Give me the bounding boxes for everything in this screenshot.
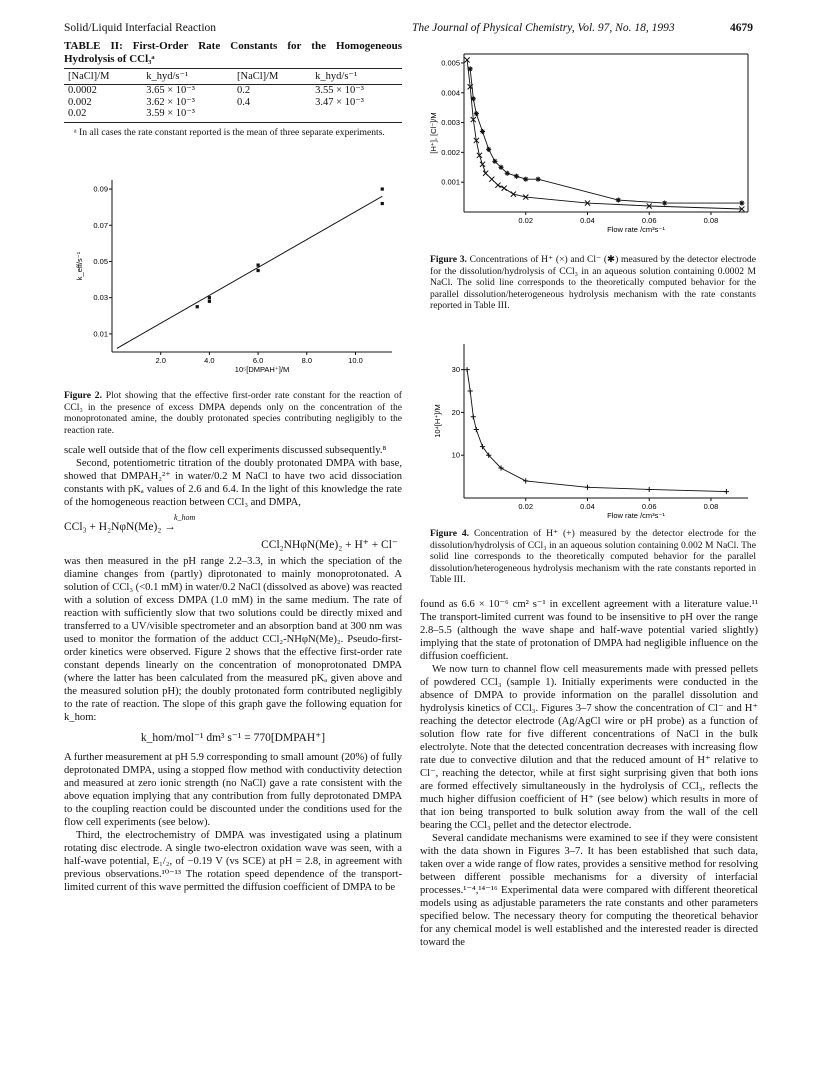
data-point-cl-ion — [474, 111, 479, 116]
data-point-h-ion — [483, 171, 488, 176]
table-cell: 0.002 — [68, 96, 92, 108]
y-axis-title: 10⁴[H⁺]/M — [433, 404, 442, 438]
data-point — [208, 300, 211, 303]
data-point-cl-ion — [739, 200, 744, 205]
table-cell: 3.55 × 10⁻³ — [315, 85, 364, 96]
x-tick-label: 4.0 — [204, 356, 215, 365]
table-cell: 0.0002 — [68, 85, 97, 96]
table-row — [64, 108, 402, 122]
table-cell: 3.62 × 10⁻³ — [146, 96, 195, 108]
data-point-h-ion — [724, 489, 729, 494]
x-tick-label: 2.0 — [155, 356, 166, 365]
figure-4-label: Figure 4. — [430, 528, 470, 539]
y-tick-label: 0.07 — [93, 220, 108, 230]
left-column — [64, 40, 402, 138]
y-tick-label: 0.002 — [441, 147, 460, 157]
table-cell: 3.59 × 10⁻³ — [142, 108, 233, 122]
table-row — [64, 97, 402, 109]
y-tick-label: 20 — [451, 407, 460, 417]
figure-2-chart — [64, 172, 402, 386]
theory-curve — [467, 370, 726, 492]
data-point — [381, 202, 384, 205]
paragraph: found as 6.6 × 10⁻⁶ cm² s⁻¹ in excellent agreement with a literature value.¹¹ The transport-limited current was found to be insensitive to pH over the range 2.8–5.5 (although the wave shape and half-wave potential varied slightly) implying that the state of protonation of DMPA had negligible influence on the diffusion coefficient. — [420, 599, 758, 662]
y-tick-label: 0.005 — [441, 58, 460, 68]
data-point-h-ion — [495, 183, 500, 188]
left-body-text — [64, 444, 402, 894]
x-tick-label: 0.02 — [518, 216, 534, 225]
data-point-h-ion — [523, 478, 528, 483]
x-axis-title: 10⁵[DMPAH⁺]/M — [234, 365, 290, 374]
page-number: 4679 — [730, 22, 753, 34]
equation-reactants: CCl₃ + H₂NφN(Me)₂ → — [64, 521, 176, 533]
data-point-cl-ion — [505, 171, 510, 176]
data-point-cl-ion — [662, 200, 667, 205]
figure-4-chart — [422, 336, 758, 526]
figure-3-caption — [430, 254, 756, 312]
data-point-h-ion — [468, 388, 473, 393]
rate-equation: k_hom/mol⁻¹ dm³ s⁻¹ = 770[DMPAH⁺] — [140, 732, 326, 744]
figure-3-caption-text: Concentrations of H⁺ (×) and Cl⁻ (✱) measured by the detector electrode for the dissolution/hydrolysis of CCl₃ in an aqueous solution containing 0.0002 M NaCl. The solid line corresponds to the theoretically computed behavior for the parallel dissolution/heterogeneous hydrolysis mechanism with the rate constants reported in Table III. — [430, 254, 756, 312]
data-point-cl-ion — [480, 129, 485, 134]
data-point-h-ion — [474, 427, 479, 432]
paragraph: Several candidate mechanisms were examined to see if they were consistent with the data shown in Figures 3–7. It has been established that such data, taken over a wide range of flow rates, provides a sensitive method for resolving between different possible mechanisms for a diversity of interfacial processes.¹⁻⁴,¹⁴⁻¹⁶ Experimental data were compared with different theoretical models using as adjustable parameters the rate constants and other parameters specified below. The necessary theory for computing the theoretical behavior for any chemical model is well established and the interested reader is directed toward the — [420, 833, 758, 948]
table-cell: 3.65 × 10⁻³ — [146, 85, 195, 96]
running-head-journal: The Journal of Physical Chemistry, Vol. 97, No. 18, 1993 — [412, 22, 675, 34]
y-tick-label: 0.001 — [441, 177, 460, 187]
data-point-h-ion — [502, 186, 507, 191]
figure-4-caption — [430, 528, 756, 586]
data-point-cl-ion — [523, 177, 528, 182]
theory-curve — [467, 60, 742, 209]
reaction-equation — [64, 513, 402, 553]
data-point-h-ion — [480, 162, 485, 167]
y-tick-label: 0.09 — [93, 184, 108, 194]
data-point-h-ion — [489, 177, 494, 182]
y-tick-label: 0.05 — [93, 256, 108, 266]
y-tick-label: 0.01 — [93, 329, 108, 339]
x-tick-label: 0.08 — [703, 502, 719, 511]
y-tick-label: 10 — [451, 450, 460, 460]
fit-line — [117, 196, 382, 348]
data-point-h-ion — [585, 485, 590, 490]
paragraph: was then measured in the pH range 2.2–3.3, in which the speciation of the diamine changes from (partly) diprotonated to mainly monoprotonated. A solution of CCl₃ (<0.1 mM) in water/0.2 NaCl (dissolved as above) was reacted with a solution of excess DMPA (1.0 mM) in the same medium. The rate of reaction with sufficiently slow that two solutions could be directly mixed and transferred to a UV/visible spectrometer and an absorption band at 300 nm was used to monitor the formation of the adduct CCl₂-NHφN(Me)₂. Pseudo-first-order kinetics were observed. Figure 2 shows that the effective first-order rate constant depends linearly on the concentration of monoprotonated DMPA (where the latter has been calculated from the measured pKₐ given above and the measured solution pH); the doubly protonated form contributed negligibly to the rate of reaction. The slope of this graph gave the following equation for k_hom: — [64, 556, 403, 723]
rate-constant-label: k_hom — [174, 513, 196, 522]
data-point — [256, 263, 259, 266]
paragraph: We now turn to channel flow cell measurements made with pressed pellets of powdered CCl₃ (sample 1). Initially experiments were conducted in the absence of DMPA to provide information on the parallel dissolution and hydrolysis kinetics of CCl₃. Figures 3–7 show the concentration of Cl⁻ and H⁺ reaching the detector electrode (Ag/AgCl wire or pH probe) as a function of solution flow rate for five different concentrations of NaCl in the bulk electrolyte. Note that the detected concentration decreases with increasing flow rate due to convective dilution and that the reduced amount of H⁺ relative to Cl⁻, reaching the detector, while at first sight surprising given that both ions are formed effectively simultaneously in the hydrolysis of CCl₃, reflects the much higher diffusion coefficient of H⁺ (see below) which results in more of that ion being transported to bulk solution away from the wall of the cell bearing the CCl₃ pellet and the detector electrode. — [420, 664, 758, 831]
data-point-h-ion — [647, 487, 652, 492]
right-body-text — [420, 598, 758, 949]
y-tick-label: 0.003 — [441, 118, 460, 128]
equation-products: CCl₂NHφN(Me)₂ + H⁺ + Cl⁻ — [261, 539, 398, 551]
data-point — [381, 187, 384, 190]
running-head-left: Solid/Liquid Interfacial Reaction — [64, 22, 217, 34]
data-point-cl-ion — [616, 197, 621, 202]
x-tick-label: 0.06 — [641, 216, 657, 225]
data-point-h-ion — [464, 367, 469, 372]
table-header: [NaCl]/M — [233, 69, 311, 85]
data-point-cl-ion — [535, 177, 540, 182]
table-cell: 0.4 — [236, 96, 251, 108]
data-point — [208, 296, 211, 299]
figure-4-caption-text: Concentration of H⁺ (+) measured by the detector electrode for the dissolution/hydrolysis of CCl₃ in an aqueous solution containing 0.002 M NaCl. The solid line corresponds to the theoretically computed behavior for the parallel dissolution/heterogeneous hydrolysis mechanism with the rate constants reported in Table III. — [430, 528, 756, 586]
data-point-cl-ion — [514, 174, 519, 179]
table-cell — [233, 108, 311, 122]
y-axis-title: [H⁺], [Cl⁻]/M — [429, 112, 438, 154]
figure-2-caption-text: Plot showing that the effective first-order rate constant for the reaction of CCl₃ in the presence of excess DMPA depends only on the concentration of the monoprotonated amine, the doubly protonated species contributing negligibly to the reaction rate. — [64, 390, 402, 436]
figure-2-label: Figure 2. — [64, 390, 102, 401]
table-cell: 3.47 × 10⁻³ — [315, 96, 364, 108]
x-axis-title: Flow rate /cm³s⁻¹ — [607, 511, 665, 520]
figure-3-label: Figure 3. — [430, 254, 467, 265]
x-tick-label: 10.0 — [348, 356, 363, 365]
table-header: [NaCl]/M — [64, 69, 142, 85]
rate-constant-table — [64, 68, 402, 123]
data-point-h-ion — [471, 414, 476, 419]
x-tick-label: 0.02 — [518, 502, 534, 511]
table-footnote: ᵃ In all cases the rate constant reported is the mean of three separate experiments. — [74, 126, 385, 138]
data-point-cl-ion — [492, 159, 497, 164]
theory-curve — [470, 69, 742, 203]
x-tick-label: 0.06 — [641, 502, 657, 511]
paragraph: A further measurement at pH 5.9 corresponding to small amount (20%) of fully deprotonated DMPA, using a stopped flow method with conductivity detection and measured at zero ionic strength (no NaCl) gave a rate consistent with the above equation implying that any contribution from fully deprotonated DMPA to the coupling reaction could be discounted under the conditions used for the flow cell experiments (see below). — [64, 752, 402, 828]
table-cell: 0.02 — [64, 108, 142, 122]
data-point — [256, 269, 259, 272]
figure-2-caption — [64, 390, 402, 436]
y-tick-label: 0.004 — [441, 88, 460, 98]
paragraph: Third, the electrochemistry of DMPA was investigated using a platinum rotating disc electrode. A single two-electron oxidation wave was seen, with a half-wave potential, E₁/₂, of −0.19 V (vs SCE) at pH = 2.8, in agreement with previous observations.¹⁰⁻¹³ The rotation speed dependence of the transport-limited current of this wave permitted the diffusion coefficient of DMPA to be — [64, 830, 402, 893]
paragraph: scale well outside that of the flow cell experiments discussed subsequently.⁸ — [64, 445, 387, 456]
x-axis-title: Flow rate /cm³s⁻¹ — [607, 225, 665, 234]
x-tick-label: 0.08 — [703, 216, 719, 225]
data-point — [196, 305, 199, 308]
table-header: k_hyd/s⁻¹ — [311, 69, 402, 85]
table-title: TABLE II: First-Order Rate Constants for the Homogeneous Hydrolysis of CCl₃ᵃ — [64, 40, 402, 65]
table-row — [64, 85, 402, 97]
x-tick-label: 6.0 — [252, 356, 264, 365]
x-tick-label: 8.0 — [301, 356, 313, 365]
table-cell: 0.2 — [236, 85, 251, 96]
y-axis-title: k_eff/s⁻¹ — [75, 251, 84, 281]
paragraph: Second, potentiometric titration of the doubly protonated DMPA with base, showed that DMPAH₂²⁺ in water/0.2 M NaCl to have two acid dissociation constants with pKₐ values of 2.6 and 6.4. In the light of this knowledge the rate of the homogeneous reaction between CCl₃ and DMPA, — [64, 458, 402, 508]
x-tick-label: 0.04 — [580, 502, 595, 511]
x-tick-label: 0.04 — [580, 216, 595, 225]
y-tick-label: 0.03 — [93, 293, 108, 303]
figure-3-chart — [422, 46, 758, 250]
data-point-cl-ion — [486, 147, 491, 152]
y-tick-label: 30 — [451, 365, 460, 375]
table-cell — [311, 108, 402, 122]
table-header: k_hyd/s⁻¹ — [142, 69, 233, 85]
